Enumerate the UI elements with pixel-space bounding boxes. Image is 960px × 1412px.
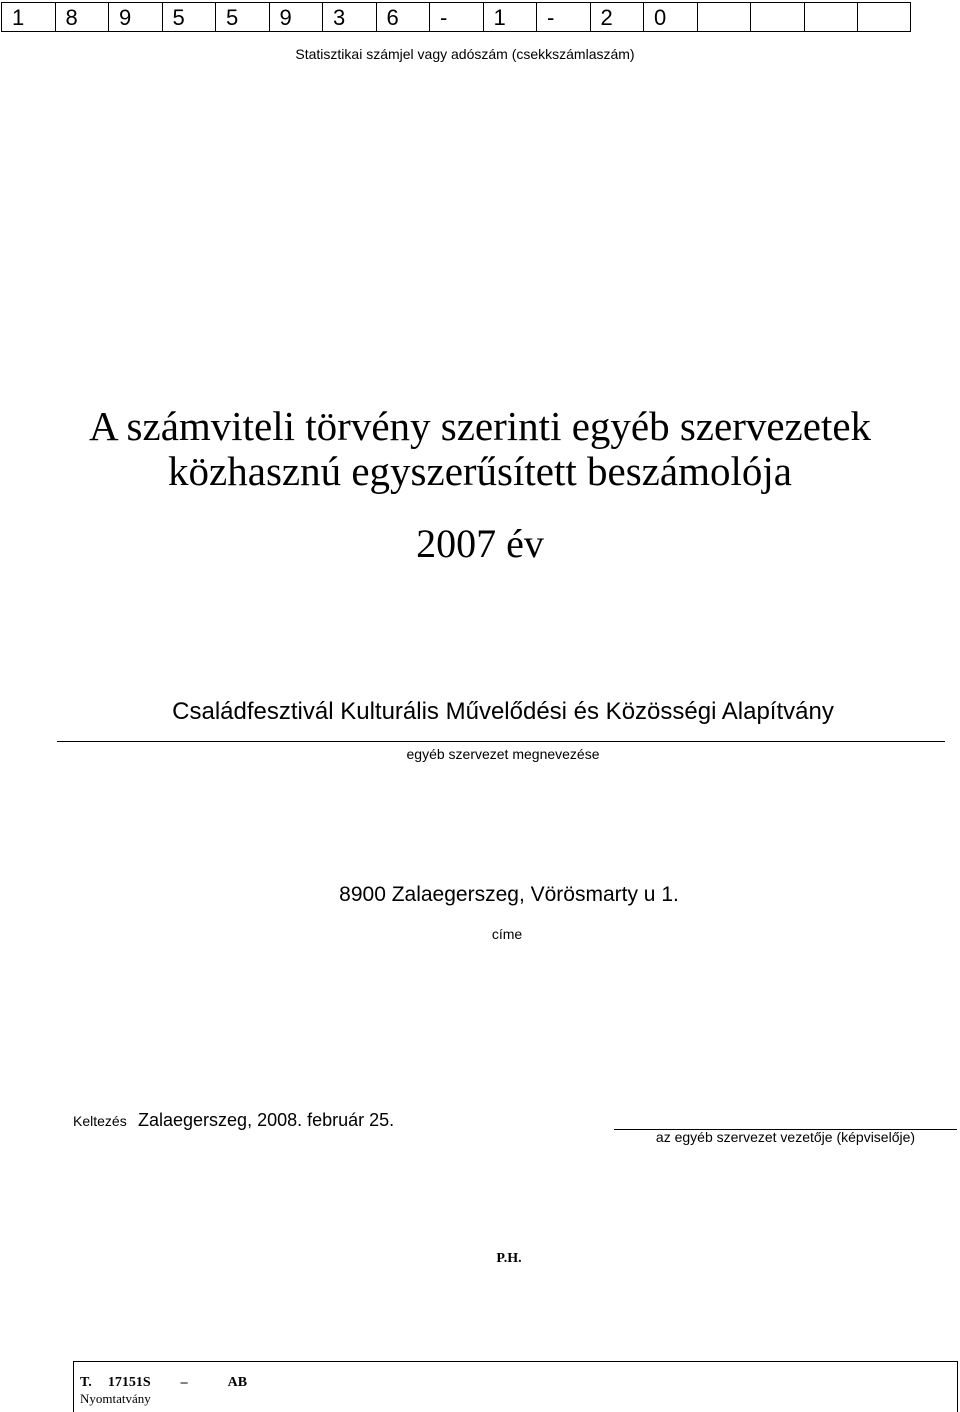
- form-code: [80, 1375, 247, 1391]
- tax-number-box: 1: [483, 2, 537, 32]
- date-value: Zalaegerszeg, 2008. február 25.: [138, 1110, 395, 1130]
- signer-caption: az egyéb szervezet vezetője (képviselője): [655, 1129, 916, 1145]
- tax-number-box: 9: [269, 2, 323, 32]
- tax-number-box: 0: [643, 2, 697, 32]
- form-code-t: T.: [80, 1375, 92, 1390]
- tax-number-box: 5: [215, 2, 269, 32]
- organization-name-caption: egyéb szervezet megnevezése: [406, 746, 600, 762]
- report-title-line1: A számviteli törvény szerinti egyéb szervezetek: [88, 403, 872, 449]
- tax-number-box: [857, 2, 911, 32]
- date-label: Keltezés: [73, 1113, 127, 1129]
- stamp-placeholder: P.H.: [496, 1251, 522, 1266]
- organization-address-caption: címe: [491, 926, 523, 942]
- tax-number-box: 5: [162, 2, 216, 32]
- organization-address: 8900 Zalaegerszeg, Vörösmarty u 1.: [339, 883, 679, 906]
- organization-name: Családfesztivál Kulturális Művelődési és Közösségi Alapítvány: [172, 698, 834, 725]
- tax-number-box: [804, 2, 858, 32]
- tax-number-box: 3: [322, 2, 376, 32]
- tax-number-box: -: [429, 2, 483, 32]
- tax-number-box: 9: [108, 2, 162, 32]
- form-label: Nyomtatvány: [80, 1391, 151, 1406]
- tax-number-box: -: [536, 2, 590, 32]
- tax-number-box: [697, 2, 751, 32]
- form-code-dash: –: [180, 1375, 188, 1390]
- tax-number-box: 6: [376, 2, 430, 32]
- tax-number-boxes: [1, 2, 960, 32]
- form-code-ab: AB: [227, 1375, 248, 1390]
- tax-number-box: [750, 2, 804, 32]
- form-code-number: 17151S: [107, 1375, 151, 1390]
- tax-number-box: 8: [55, 2, 109, 32]
- tax-number-box: 2: [590, 2, 644, 32]
- organization-name-rule: [57, 741, 945, 742]
- tax-number-box: 1: [1, 2, 55, 32]
- tax-number-caption: Statisztikai számjel vagy adószám (csekkszámlaszám): [295, 46, 635, 62]
- report-year: 2007 év: [416, 521, 544, 566]
- report-title-line2: közhasznú egyszerűsített beszámolója: [168, 448, 792, 494]
